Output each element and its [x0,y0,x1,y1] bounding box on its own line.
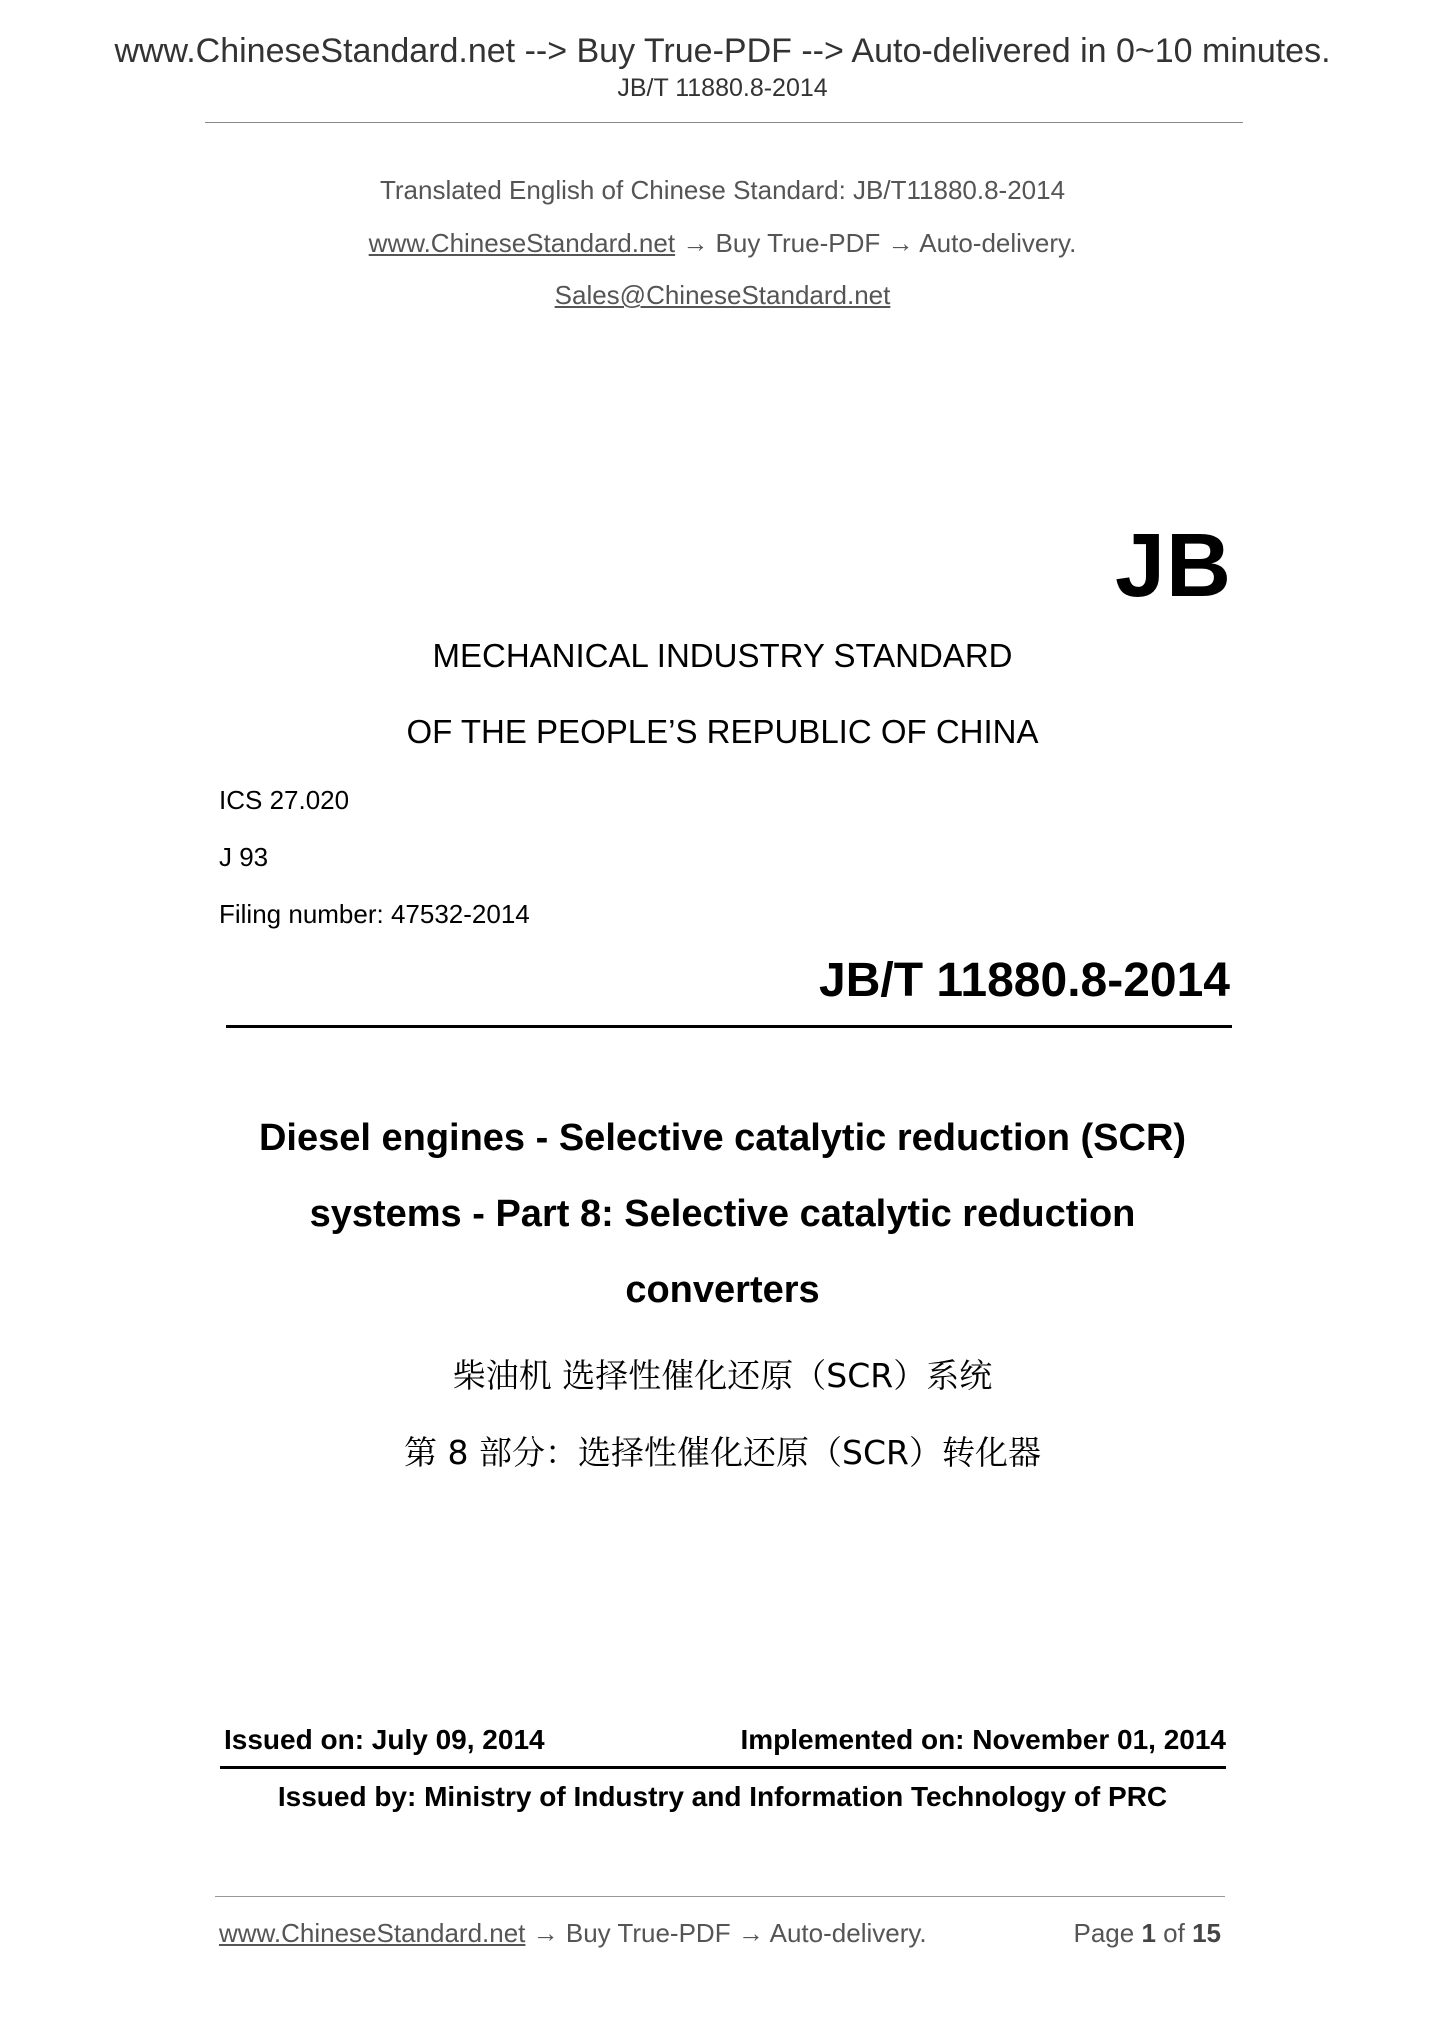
issued-on-date: Issued on: July 09, 2014 [224,1724,545,1755]
issued-by: Issued by: Ministry of Industry and Information Technology of PRC [277,1781,1168,1812]
page-total: 15 [1192,1918,1221,1948]
title-en-line3: converters [625,1269,820,1311]
arrow-icon: → [737,1918,764,1948]
title-en-line2: systems - Part 8: Selective catalytic reduction [309,1193,1136,1235]
of-label: of [1163,1918,1185,1948]
standard-number-divider [226,1025,1232,1028]
page-label: Page [1073,1918,1135,1948]
header-standard-code: JB/T 11880.8-2014 [617,74,828,102]
industry-standard-line2: OF THE PEOPLE’S REPUBLIC OF CHINA [406,713,1039,750]
title-cn-line1: 柴油机 选择性催化还原（SCR）系统 [452,1356,993,1395]
issue-divider [220,1766,1226,1769]
footer-delivery-line [219,1918,927,1949]
title-en-line1: Diesel engines - Selective catalytic reduction (SCR) [258,1117,1187,1159]
site-delivery-line [0,228,1445,259]
arrow-icon: → [532,1918,559,1948]
sales-email-line [0,280,1445,311]
footer-site-link[interactable]: www.ChineseStandard.net [219,1918,526,1948]
page-current: 1 [1141,1918,1156,1948]
jb-logo-text: JB [1114,516,1232,616]
industry-standard-line1: MECHANICAL INDUSTRY STANDARD [432,637,1013,674]
arrow-icon: → [682,228,709,258]
ics-code: ICS 27.020 [219,785,350,815]
arrow-icon: → [887,228,914,258]
implemented-on-date: Implemented on: November 01, 2014 [740,1724,1226,1755]
footer-divider [215,1896,1225,1897]
filing-number: Filing number: 47532-2014 [219,899,530,929]
page-indicator [1073,1918,1221,1949]
header-divider [205,122,1243,123]
j-code: J 93 [219,842,269,872]
footer-delivery-text: Auto-delivery. [769,1918,927,1948]
site-link[interactable]: www.ChineseStandard.net [368,228,676,258]
auto-delivery-text: Auto-delivery. [919,228,1077,258]
title-cn-line2: 第 8 部分：选择性催化还原（SCR）转化器 [404,1433,1041,1472]
translated-note: Translated English of Chinese Standard: JB/T11880.8-2014 [379,175,1066,205]
buy-pdf-text: Buy True-PDF [715,228,881,258]
standard-number: JB/T 11880.8-2014 [819,954,1230,1007]
top-banner: www.ChineseStandard.net --> Buy True-PDF --> Auto-delivered in 0~10 minutes. [114,32,1331,70]
footer-buy-text: Buy True-PDF [565,1918,731,1948]
sales-email-link[interactable]: Sales@ChineseStandard.net [554,280,891,310]
